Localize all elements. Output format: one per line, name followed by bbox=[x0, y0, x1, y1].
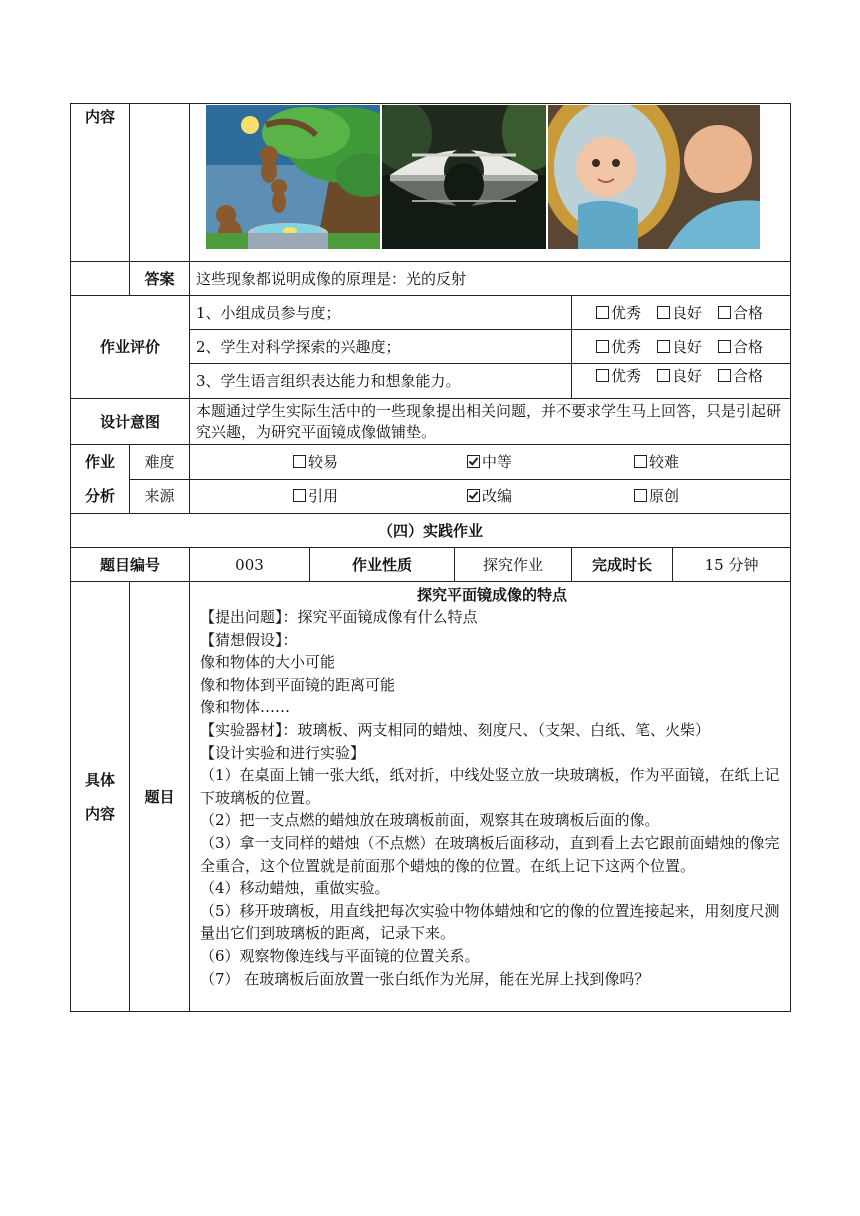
evaluation-options-2: 优秀 良好 合格 bbox=[572, 330, 791, 364]
checkbox[interactable] bbox=[634, 489, 647, 502]
checkbox[interactable] bbox=[718, 340, 731, 353]
time-value: 15 分钟 bbox=[673, 548, 791, 582]
question-title: 探究平面镜成像的特点 bbox=[417, 586, 568, 604]
question-line: （1）在桌面上铺一张大纸，纸对折，中线处竖立放一块玻璃板，作为平面镜，在纸上记下玻璃板的位置。 bbox=[200, 766, 780, 807]
checkbox[interactable] bbox=[718, 369, 731, 382]
content-label: 内容 bbox=[71, 104, 130, 262]
evaluation-item-2: 2、学生对科学探索的兴趣度； bbox=[190, 330, 572, 364]
question-label: 题目 bbox=[130, 582, 190, 1012]
answer-text: 这些现象都说明成像的原理是：光的反射 bbox=[190, 262, 791, 296]
answer-label: 答案 bbox=[130, 262, 190, 296]
worksheet-table bbox=[70, 103, 791, 1012]
question-line: （4）移动蜡烛，重做实验。 bbox=[200, 879, 390, 898]
checkbox[interactable] bbox=[596, 340, 609, 353]
question-line: （3）拿一支同样的蜡烛（不点燃）在玻璃板后面移动，直到看上去它跟前面蜡烛的像完全重合，这个位置就是前面那个蜡烛的像的位置。在纸上记下这两个位置。 bbox=[200, 833, 780, 875]
baby-mirror-image bbox=[548, 105, 760, 249]
image-strip bbox=[190, 104, 791, 262]
checkbox-checked[interactable] bbox=[467, 455, 480, 468]
number-label: 题目编号 bbox=[71, 548, 190, 582]
worksheet bbox=[70, 103, 790, 1012]
evaluation-item-1: 1、小组成员参与度； bbox=[190, 296, 572, 330]
evaluation-options-1: 优秀 良好 合格 bbox=[572, 296, 791, 330]
question-line: 【猜想假设】： bbox=[200, 630, 298, 649]
checkbox[interactable] bbox=[293, 455, 306, 468]
question-line: 【实验器材】：玻璃板、两支相同的蜡烛、刻度尺、（支架、白纸、笔、火柴） bbox=[200, 720, 711, 739]
type-value: 探究作业 bbox=[455, 548, 572, 582]
difficulty-label: 难度 bbox=[130, 445, 190, 480]
checkbox[interactable] bbox=[634, 455, 647, 468]
question-line: （7） 在玻璃板后面放置一张白纸作为光屏，能在光屏上找到像吗？ bbox=[200, 969, 650, 988]
checkbox-checked[interactable] bbox=[467, 489, 480, 502]
design-text: 本题通过学生实际生活中的一些现象提出相关问题，并不要求学生马上回答，只是引起研究兴趣，为研究平面镜成像做铺垫。 bbox=[190, 399, 791, 445]
difficulty-options: 较易 中等 较难 bbox=[190, 445, 791, 480]
evaluation-label: 作业评价 bbox=[71, 296, 190, 399]
question-line: 像和物体…… bbox=[200, 698, 291, 717]
analysis-label: 作业 分析 bbox=[71, 445, 130, 514]
source-options: 引用 改编 原创 bbox=[190, 479, 791, 514]
question-line: （6）观察物像连线与平面镜的位置关系。 bbox=[200, 946, 480, 965]
time-label: 完成时长 bbox=[572, 548, 673, 582]
checkbox[interactable] bbox=[596, 369, 609, 382]
question-line: 【提出问题】：探究平面镜成像有什么特点 bbox=[200, 608, 478, 626]
checkbox[interactable] bbox=[596, 306, 609, 319]
checkbox[interactable] bbox=[657, 340, 670, 353]
monkeys-reflection-image bbox=[206, 105, 380, 249]
empty-cell bbox=[130, 104, 190, 262]
question-line: 【设计实验和进行实验】 bbox=[200, 743, 366, 762]
checkbox[interactable] bbox=[657, 306, 670, 319]
section-title: （四）实践作业 bbox=[71, 514, 791, 548]
detail-label: 具体 内容 bbox=[71, 582, 130, 1012]
empty-cell bbox=[71, 262, 130, 296]
source-label: 来源 bbox=[130, 479, 190, 514]
question-content bbox=[190, 582, 791, 1012]
question-line: （5）移开玻璃板，用直线把每次实验中物体蜡烛和它的像的位置连接起来，用刻度尺测量出它们到玻璃板的距离，记录下来。 bbox=[200, 901, 780, 943]
bridge-reflection-image bbox=[382, 105, 546, 249]
design-label: 设计意图 bbox=[71, 399, 190, 445]
checkbox[interactable] bbox=[718, 306, 731, 319]
question-line: （2）把一支点燃的蜡烛放在玻璃板前面，观察其在玻璃板后面的像。 bbox=[200, 811, 660, 830]
question-line: 像和物体的大小可能 bbox=[200, 653, 336, 672]
number-value: 003 bbox=[190, 548, 310, 582]
type-label: 作业性质 bbox=[310, 548, 455, 582]
checkbox[interactable] bbox=[293, 489, 306, 502]
checkbox[interactable] bbox=[657, 369, 670, 382]
question-line: 像和物体到平面镜的距离可能 bbox=[200, 675, 396, 694]
evaluation-item-3: 3、学生语言组织表达能力和想象能力。 bbox=[190, 364, 572, 399]
evaluation-options-3: 优秀 良好 合格 bbox=[572, 364, 791, 399]
